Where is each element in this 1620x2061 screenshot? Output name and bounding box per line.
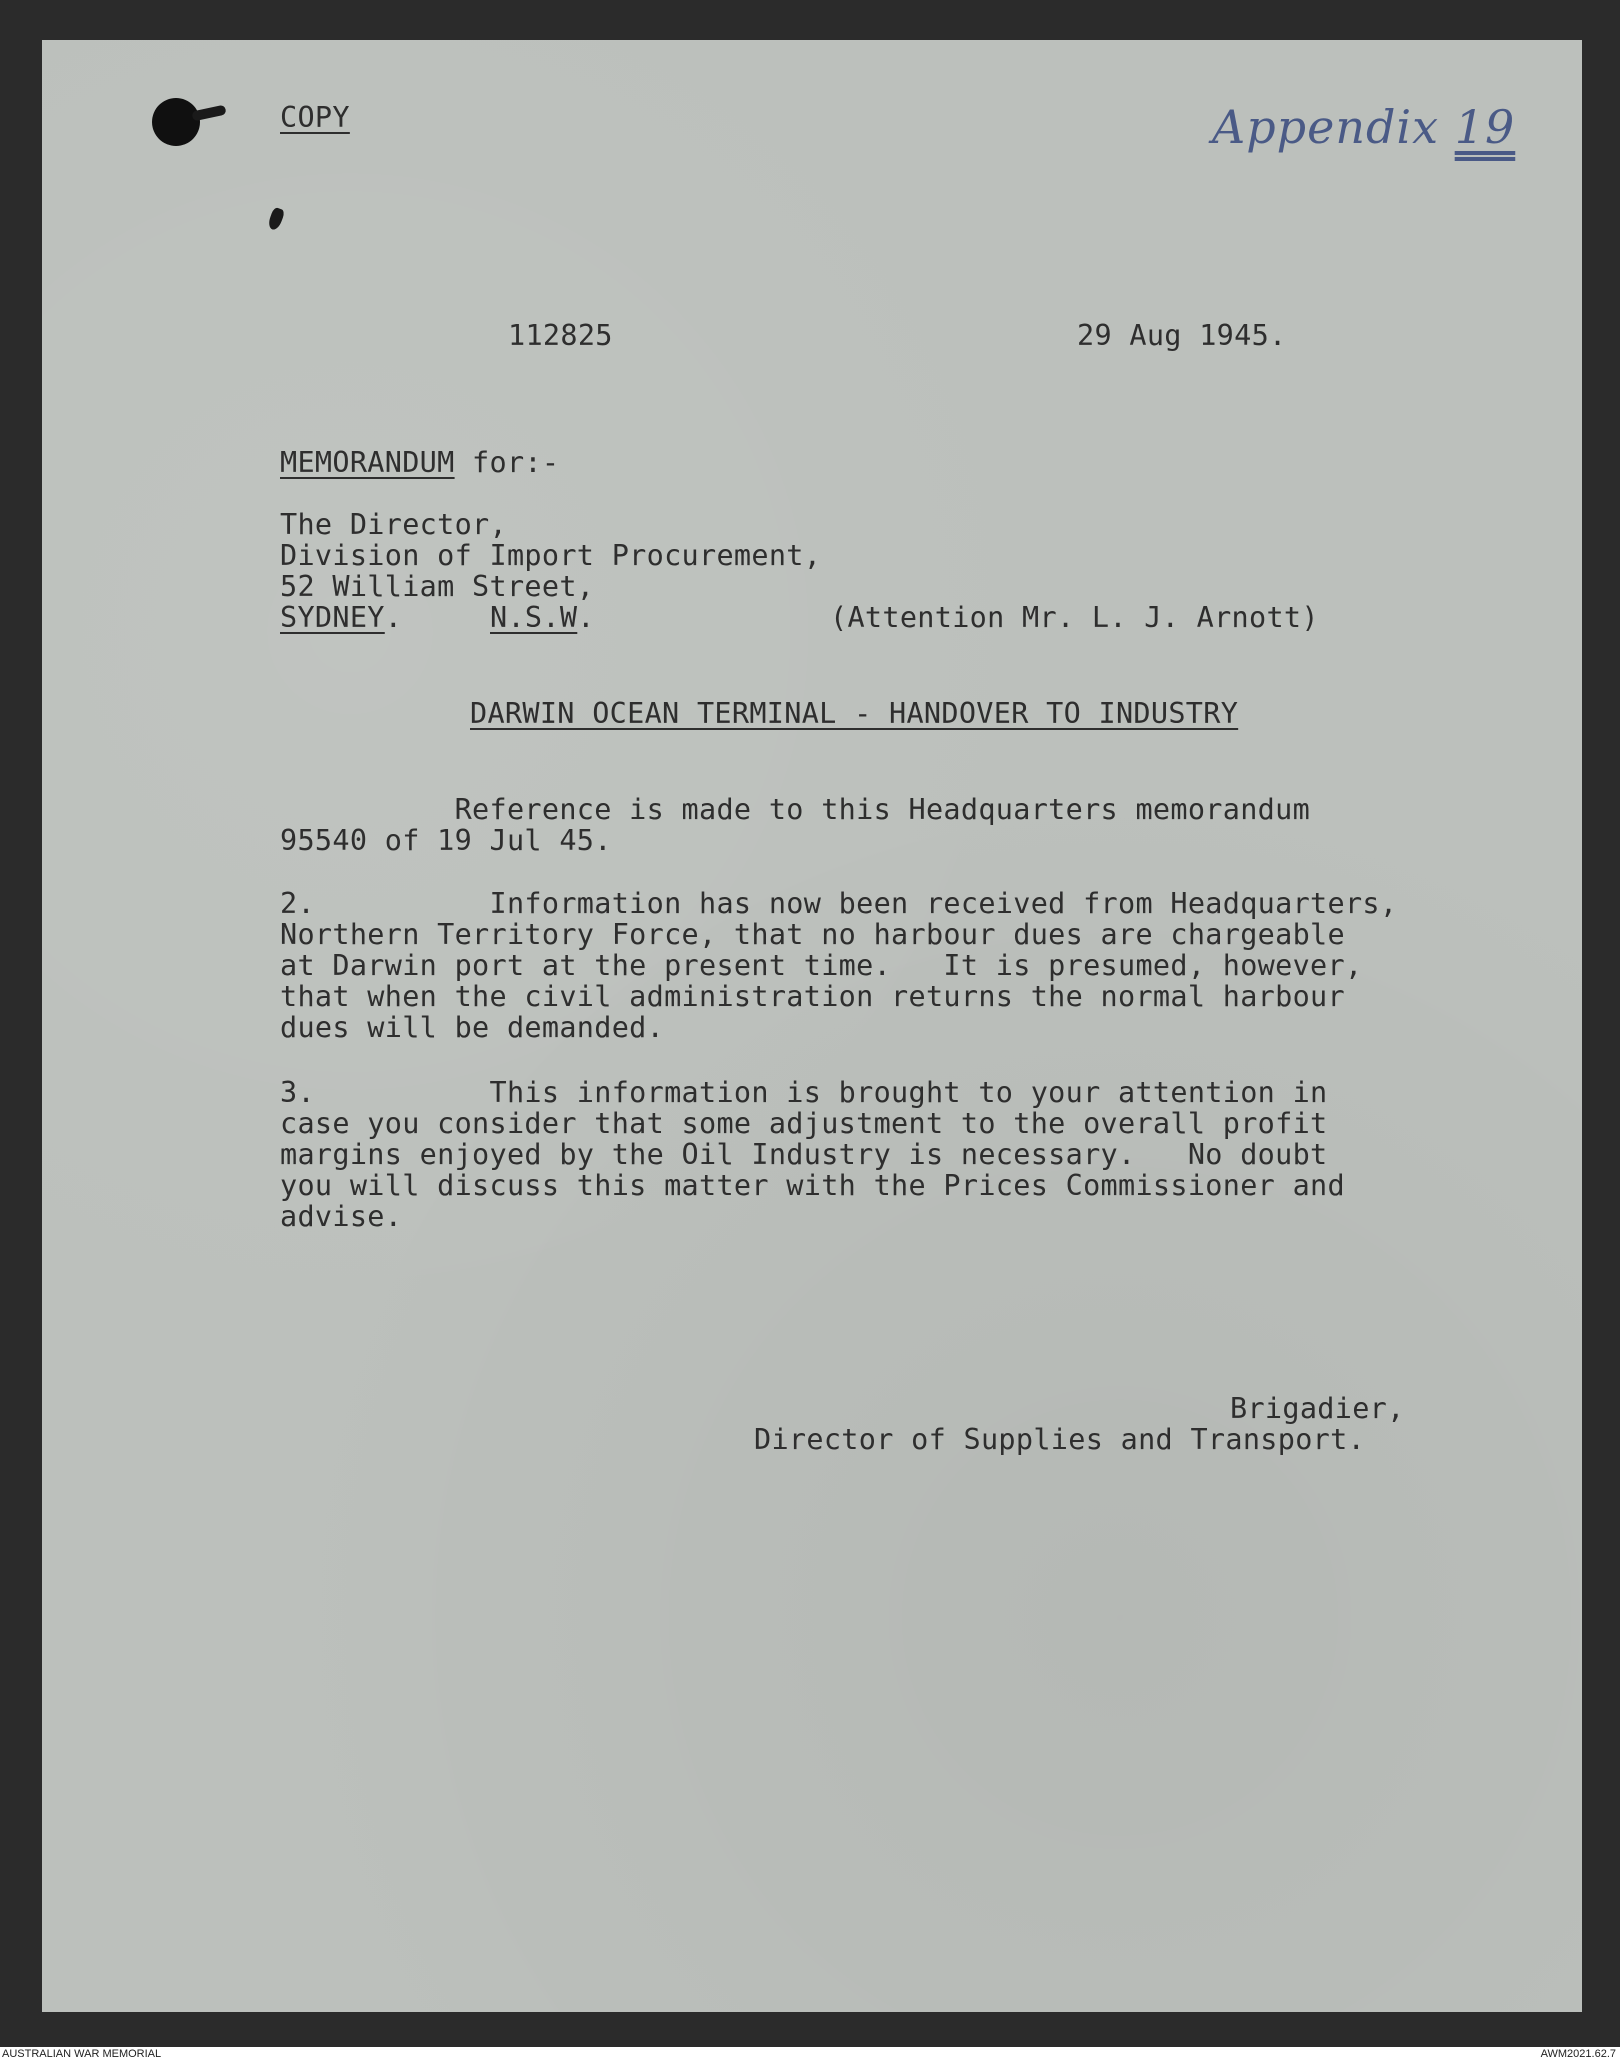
- paragraph-2-line-2: Northern Territory Force, that no harbour dues are chargeable: [280, 918, 1345, 951]
- attention-line: (Attention Mr. L. J. Arnott): [830, 601, 1319, 634]
- signature-title: Director of Supplies and Transport.: [754, 1423, 1366, 1456]
- paragraph-3-line-3: margins enjoyed by the Oil Industry is necessary. No doubt: [280, 1138, 1328, 1171]
- handwritten-label: Appendix: [1212, 100, 1440, 154]
- memo-heading: MEMORANDUM: [280, 446, 455, 479]
- footer-institution: AUSTRALIAN WAR MEMORIAL: [2, 2048, 162, 2060]
- paragraph-3-line-5: advise.: [280, 1200, 403, 1233]
- paragraph-2-line-1: 2. Information has now been received from Headquarters,: [280, 887, 1398, 920]
- paragraph-2-line-3: at Darwin port at the present time. It is presumed, however,: [280, 949, 1363, 982]
- addressee-line-3: 52 William Street,: [280, 570, 595, 603]
- paragraph-1-line-1: Reference is made to this Headquarters memorandum: [280, 793, 1311, 826]
- paragraph-2-line-5: dues will be demanded.: [280, 1011, 665, 1044]
- document-page: [42, 40, 1582, 2012]
- reference-number: 112825: [508, 319, 613, 352]
- paragraph-3-line-1: 3. This information is brought to your attention in: [280, 1076, 1328, 1109]
- paragraph-1-line-2: 95540 of 19 Jul 45.: [280, 824, 612, 857]
- paragraph-2-line-4: that when the civil administration returns the normal harbour: [280, 980, 1345, 1013]
- ink-speck-mark: [267, 207, 286, 232]
- signature-rank: Brigadier,: [1230, 1392, 1405, 1425]
- subject-heading: DARWIN OCEAN TERMINAL - HANDOVER TO INDUSTRY: [470, 697, 1239, 730]
- ink-splatter-mark: [191, 105, 226, 122]
- addressee-state: N.S.W: [490, 601, 578, 634]
- handwritten-annotation: [1212, 100, 1515, 154]
- paragraph-3-line-2: case you consider that some adjustment to the overall profit: [280, 1107, 1328, 1140]
- addressee-line-1: The Director,: [280, 508, 507, 541]
- memo-heading-line: [280, 447, 559, 478]
- copy-label: COPY: [280, 101, 350, 134]
- addressee-line-2: Division of Import Procurement,: [280, 539, 822, 572]
- addressee-city-line: SYDNEY.: [280, 601, 403, 634]
- addressee-city: SYDNEY: [280, 601, 385, 634]
- handwritten-number: 19: [1454, 100, 1516, 154]
- punch-hole-mark: [152, 98, 200, 146]
- memo-for: for:-: [454, 446, 560, 479]
- addressee-state-line: N.S.W.: [490, 601, 595, 634]
- footer-accession-number: AWM2021.62.7: [1540, 2048, 1616, 2060]
- document-date: 29 Aug 1945.: [1077, 319, 1287, 352]
- paragraph-3-line-4: you will discuss this matter with the Prices Commissioner and: [280, 1169, 1345, 1202]
